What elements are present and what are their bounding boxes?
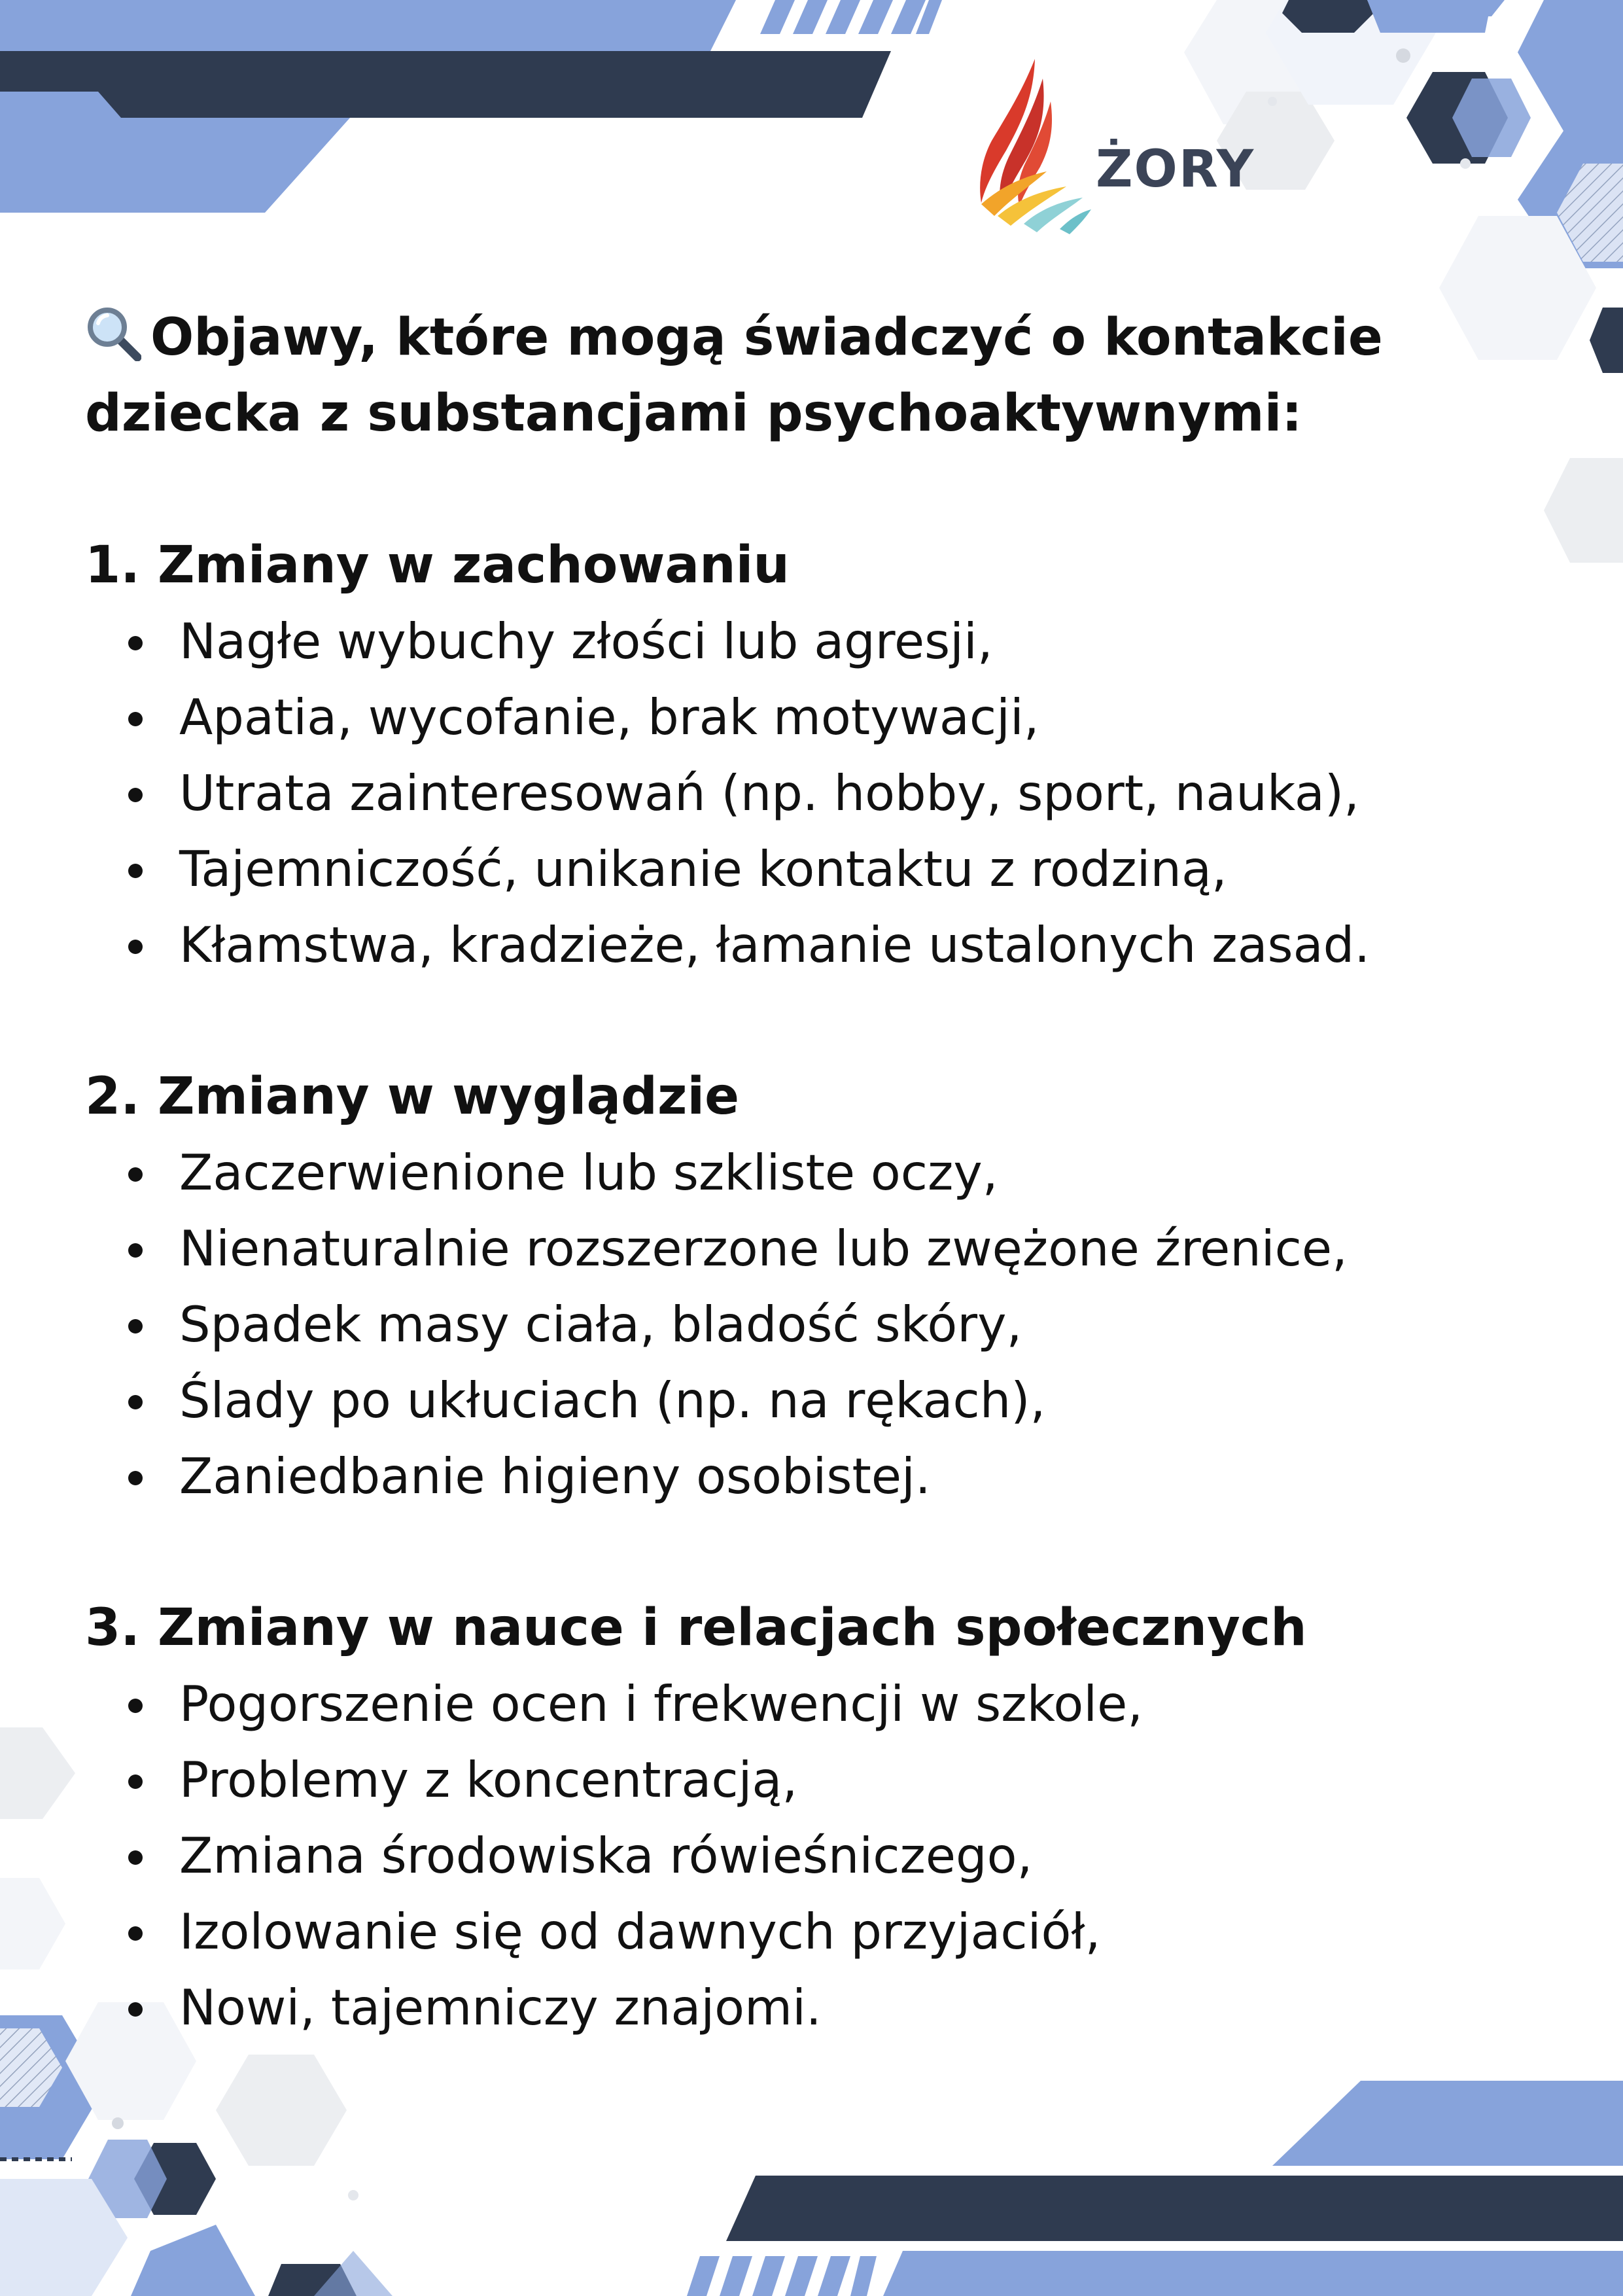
- list-item: Problemy z koncentracją,: [85, 1742, 1459, 1818]
- list-item: Nowi, tajemniczy znajomi.: [85, 1969, 1459, 2045]
- list-item: Apatia, wycofanie, brak motywacji,: [85, 679, 1459, 755]
- symptom-list: [85, 603, 1459, 983]
- list-item: Utrata zainteresowań (np. hobby, sport, nauka),: [85, 755, 1459, 831]
- list-item: Zaniedbanie higieny osobistej.: [85, 1438, 1459, 1514]
- symptom-list: [85, 1135, 1459, 1514]
- list-item: Izolowanie się od dawnych przyjaciół,: [85, 1894, 1459, 1969]
- city-logo: [962, 52, 1255, 236]
- section-title: 3. Zmiany w nauce i relacjach społecznych: [85, 1598, 1307, 1657]
- list-item: Zmiana środowiska rówieśniczego,: [85, 1818, 1459, 1894]
- section-title: 1. Zmiany w zachowaniu: [85, 536, 790, 595]
- list-item: Nagłe wybuchy złości lub agresji,: [85, 603, 1459, 679]
- list-item: Zaczerwienione lub szkliste oczy,: [85, 1135, 1459, 1210]
- section-appearance: [85, 1059, 1459, 1514]
- heading-text: Objawy, które mogą świadczyć o kontakcie dziecka z substancjami psychoaktywnymi:: [85, 308, 1383, 443]
- list-item: Kłamstwa, kradzieże, łamanie ustalonych zasad.: [85, 907, 1459, 983]
- list-item: Tajemniczość, unikanie kontaktu z rodziną,: [85, 831, 1459, 907]
- document-heading: [85, 300, 1459, 451]
- list-item: Pogorszenie ocen i frekwencji w szkole,: [85, 1666, 1459, 1742]
- section-behavior: [85, 527, 1459, 983]
- section-school-relations: [85, 1590, 1459, 2045]
- magnifier-icon: [85, 305, 141, 361]
- section-title: 2. Zmiany w wyglądzie: [85, 1067, 739, 1126]
- top-left-bands: [0, 0, 942, 213]
- list-item: Spadek masy ciała, bladość skóry,: [85, 1286, 1459, 1362]
- bottom-right-bands: [687, 2081, 1623, 2296]
- flame-emblem-icon: [962, 52, 1092, 236]
- list-item: Nienaturalnie rozszerzone lub zwężone źrenice,: [85, 1210, 1459, 1286]
- symptom-list: [85, 1666, 1459, 2045]
- document-body: [85, 300, 1459, 2045]
- logo-wordmark: ŻORY: [1096, 140, 1255, 199]
- list-item: Ślady po ukłuciach (np. na rękach),: [85, 1362, 1459, 1438]
